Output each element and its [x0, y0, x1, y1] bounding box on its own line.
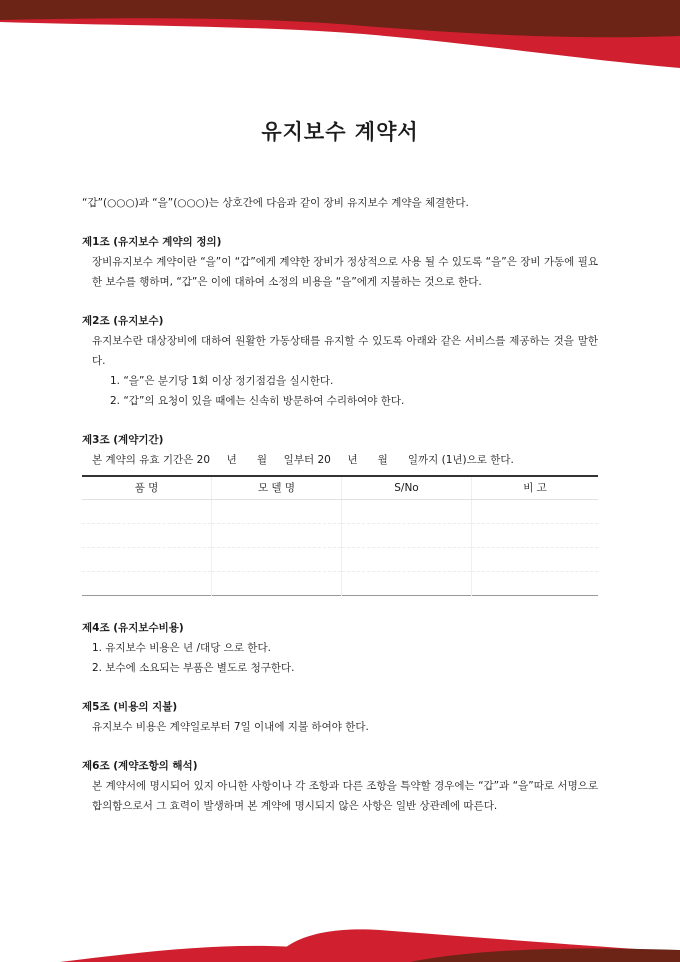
- top-wave-decoration: [0, 0, 680, 80]
- table-cell[interactable]: [342, 548, 472, 572]
- table-cell[interactable]: [472, 524, 599, 548]
- article-6-heading: 제6조 (계약조항의 해석): [82, 760, 198, 772]
- article-2: [82, 311, 598, 411]
- article-6: [82, 756, 598, 816]
- table-cell[interactable]: [82, 572, 212, 596]
- article-4: [82, 618, 598, 678]
- table-cell[interactable]: [342, 500, 472, 524]
- col-header-model-name: 모 델 명: [212, 476, 342, 500]
- article-4-heading: 제4조 (유지보수비용): [82, 622, 184, 634]
- contract-content: [82, 193, 598, 835]
- article-1-heading: 제1조 (유지보수 계약의 정의): [82, 236, 222, 248]
- bottom-wave-decoration: [0, 920, 680, 962]
- document-title: 유지보수 계약서: [261, 120, 419, 144]
- table-cell[interactable]: [82, 524, 212, 548]
- article-6-body: 본 계약서에 명시되어 있지 아니한 사항이나 각 조항과 다른 조항을 특약할 경우에는 “갑”과 “을”따로 서명으로 합의함으로서 그 효력이 발생하며 본 계약에 명시되지 않은 사항은 일반 상관례에 따른다.: [92, 780, 598, 812]
- table-cell[interactable]: [472, 548, 599, 572]
- article-1-body: 장비유지보수 계약이란 “을”이 “갑”에게 계약한 장비가 정상적으로 사용 될 수 있도록 “을”은 장비 가동에 필요한 보수를 행하며, “갑”은 이에 대하여 소정의 비용을 “을”에게 지불하는 것으로 한다.: [92, 256, 598, 288]
- article-5-heading: 제5조 (비용의 지불): [82, 701, 178, 713]
- table-cell[interactable]: [212, 572, 342, 596]
- col-header-item-name: 품 명: [82, 476, 212, 500]
- table-cell[interactable]: [82, 548, 212, 572]
- article-3-heading: 제3조 (계약기간): [82, 434, 164, 446]
- article-2-heading: 제2조 (유지보수): [82, 315, 164, 327]
- table-cell[interactable]: [342, 524, 472, 548]
- table-cell[interactable]: [472, 500, 599, 524]
- table-row: [82, 572, 598, 596]
- table-cell[interactable]: [212, 500, 342, 524]
- table-header-row: [82, 476, 598, 500]
- table-cell[interactable]: [342, 572, 472, 596]
- table-cell[interactable]: [82, 500, 212, 524]
- article-4-item-1: 1. 유지보수 비용은 년 /대당 으로 한다.: [92, 642, 271, 654]
- article-2-body: 유지보수란 대상장비에 대하여 원활한 가동상태를 유지할 수 있도록 아래와 같은 서비스를 제공하는 것을 말한다.: [92, 335, 598, 367]
- article-2-item-2: 2. “갑”의 요청이 있을 때에는 신속히 방문하여 수리하여야 한다.: [110, 395, 405, 407]
- equipment-table: [82, 475, 598, 596]
- article-4-item-2: 2. 보수에 소요되는 부품은 별도로 청구한다.: [92, 662, 295, 674]
- table-row: [82, 548, 598, 572]
- table-cell[interactable]: [212, 524, 342, 548]
- intro-paragraph: “갑”(○○○)과 “을”(○○○)는 상호간에 다음과 같이 장비 유지보수 계약을 체결한다.: [82, 197, 469, 209]
- col-header-serial-no: S/No: [342, 476, 472, 500]
- table-cell[interactable]: [472, 572, 599, 596]
- article-5-body: 유지보수 비용은 계약일로부터 7일 이내에 지불 하여야 한다.: [92, 721, 369, 733]
- article-1: [82, 232, 598, 292]
- article-5: [82, 697, 598, 737]
- table-cell[interactable]: [212, 548, 342, 572]
- article-2-item-1: 1. “을”은 분기당 1회 이상 정기점검을 실시한다.: [110, 375, 334, 387]
- table-row: [82, 500, 598, 524]
- col-header-remarks: 비 고: [472, 476, 599, 500]
- article-3: [82, 430, 598, 596]
- contract-period-line: 본 계약의 유효 기간은 20 년 월 일부터 20 년 월 일까지 (1년)으로 한다.: [92, 454, 514, 466]
- table-row: [82, 524, 598, 548]
